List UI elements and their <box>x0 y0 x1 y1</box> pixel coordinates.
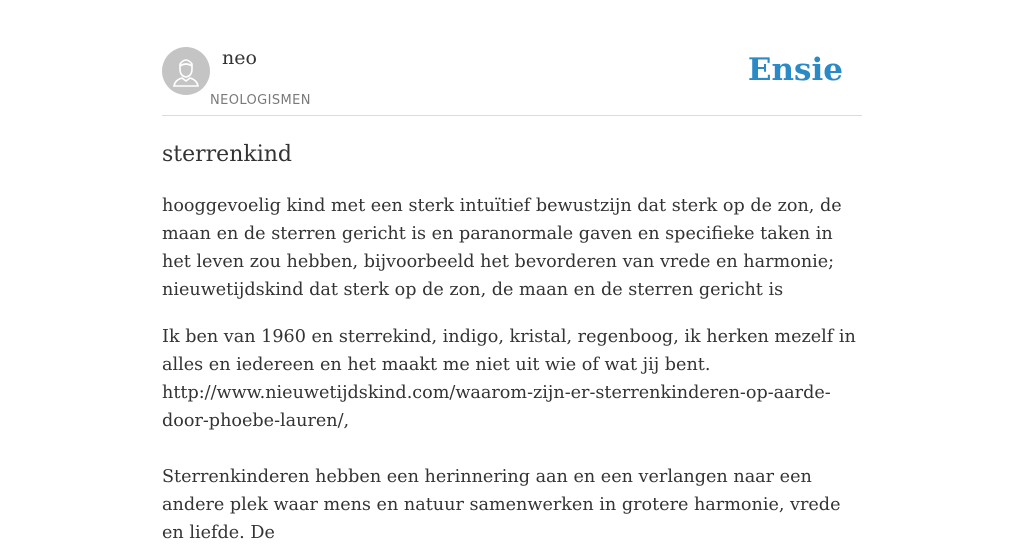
comment-text: Ik ben van 1960 en sterrekind, indigo, kristal, regenboog, ik herken mezelf in alles en iedereen en het maakt me niet uit wie of wat jij bent. http://www.nieuwetijdskind.com/waarom-zijn-er-sterrenkinderen-op-aarde-door-phoebe-lauren/, Sterrenkinderen hebben een herinnering aan en een verlangen naar een andere plek waar mens en natuur samenwerken in grotere harmonie, vrede en liefde. De <box>162 327 856 543</box>
username[interactable]: neo <box>222 47 257 69</box>
site-logo[interactable]: Ensie <box>747 52 843 88</box>
user-silhouette-icon <box>162 47 210 95</box>
entry-header <box>162 0 862 116</box>
avatar[interactable] <box>162 47 210 95</box>
dictionary-name[interactable]: NEOLOGISMEN <box>210 93 311 108</box>
definition-text: hooggevoelig kind met een sterk intuïtief bewustzijn dat sterk op de zon, de maan en de sterren gericht is en paranormale gaven en specifieke taken in het leven zou hebben, bijvoorbeeld het bevorderen van vrede en harmonie; nieuwetijdskind dat sterk op de zon, de maan en de sterren gericht is <box>162 196 842 300</box>
page-title: sterrenkind <box>162 142 292 167</box>
